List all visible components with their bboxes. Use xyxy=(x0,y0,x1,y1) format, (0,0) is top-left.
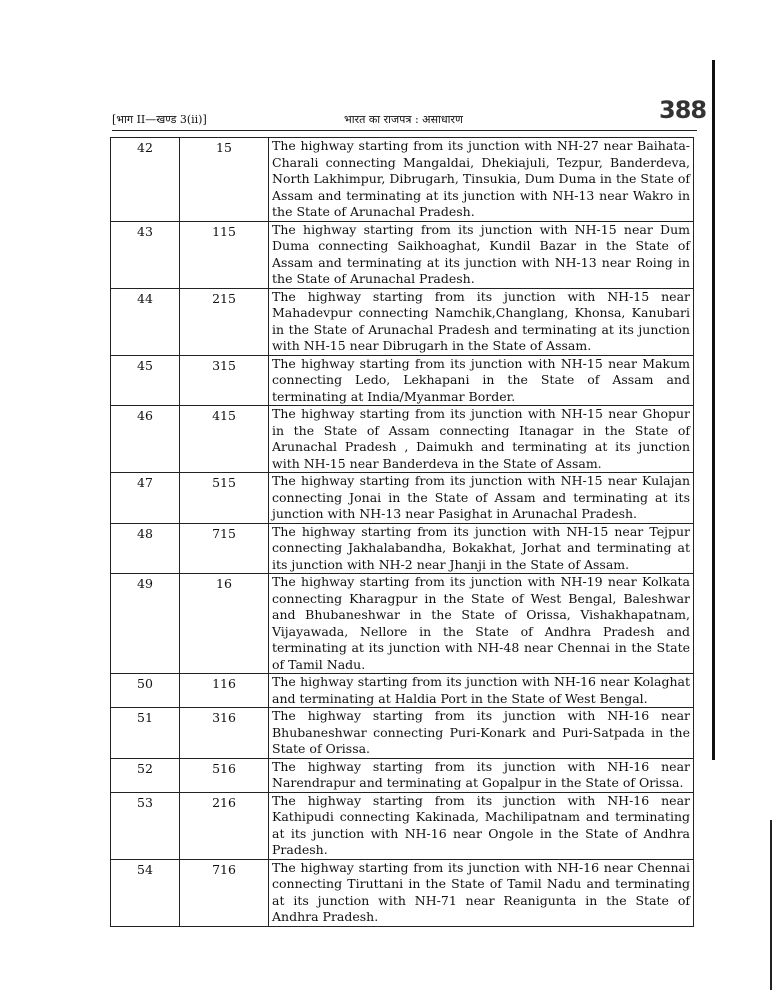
highway-description: The highway starting from its junction with NH-16 near Narendrapur and terminating at Gopalpur in the State of Orissa. xyxy=(269,758,694,792)
table-row xyxy=(111,859,694,926)
highway-table xyxy=(110,137,694,927)
page-number: 388 xyxy=(659,96,707,124)
scan-edge-line xyxy=(712,60,715,760)
highway-number: 315 xyxy=(180,355,269,406)
highway-number: 115 xyxy=(180,221,269,288)
table-row xyxy=(111,523,694,574)
highway-description: The highway starting from its junction with NH-16 near Bhubaneshwar connecting Puri-Konark and Puri-Satpada in the State of Orissa. xyxy=(269,708,694,759)
serial-number: 42 xyxy=(111,138,180,222)
serial-number: 43 xyxy=(111,221,180,288)
serial-number: 52 xyxy=(111,758,180,792)
table-row xyxy=(111,138,694,222)
table-row xyxy=(111,406,694,473)
serial-number: 44 xyxy=(111,288,180,355)
table-row xyxy=(111,355,694,406)
highway-number: 16 xyxy=(180,574,269,674)
highway-description: The highway starting from its junction with NH-15 near Makum connecting Ledo, Lekhapani in the State of Assam and terminating at India/Myanmar Border. xyxy=(269,355,694,406)
highway-description: The highway starting from its junction with NH-27 near Baihata-Charali connecting Mangaldai, Dhekiajuli, Tezpur, Banderdeva, North Lakhimpur, Dibrugarh, Tinsukia, Dum Duma in the State of Assam and terminating at its junction with NH-13 near Wakro in the State of Arunachal Pradesh. xyxy=(269,138,694,222)
highway-number: 116 xyxy=(180,674,269,708)
table-row xyxy=(111,792,694,859)
header-rule xyxy=(112,130,697,131)
gazette-title: भारत का राजपत्र : असाधारण xyxy=(344,113,463,126)
highway-number: 316 xyxy=(180,708,269,759)
highway-number: 415 xyxy=(180,406,269,473)
highway-number: 516 xyxy=(180,758,269,792)
highway-description: The highway starting from its junction with NH-15 near Mahadevpur connecting Namchik,Changlang, Khonsa, Kanubari in the State of Arunachal Pradesh and terminating at its junction with NH-15 near Dibrugarh in the State of Assam. xyxy=(269,288,694,355)
part-label: [भाग II—खण्ड 3(ii)] xyxy=(112,113,207,126)
serial-number: 47 xyxy=(111,473,180,524)
serial-number: 50 xyxy=(111,674,180,708)
highway-description: The highway starting from its junction with NH-15 near Kulajan connecting Jonai in the State of Assam and terminating at its junction with NH-13 near Pasighat in Arunachal Pradesh. xyxy=(269,473,694,524)
table-row xyxy=(111,674,694,708)
scan-edge-line-lower xyxy=(770,820,772,990)
highway-description: The highway starting from its junction with NH-16 near Kolaghat and terminating at Haldia Port in the State of West Bengal. xyxy=(269,674,694,708)
highway-description: The highway starting from its junction with NH-16 near Kathipudi connecting Kakinada, Machilipatnam and terminating at its junction with NH-16 near Ongole in the State of Andhra Pradesh. xyxy=(269,792,694,859)
highway-number: 215 xyxy=(180,288,269,355)
serial-number: 46 xyxy=(111,406,180,473)
serial-number: 53 xyxy=(111,792,180,859)
table-row xyxy=(111,473,694,524)
highway-description: The highway starting from its junction with NH-16 near Chennai connecting Tiruttani in the State of Tamil Nadu and terminating at its junction with NH-71 near Reanigunta in the State of Andhra Pradesh. xyxy=(269,859,694,926)
table-row xyxy=(111,221,694,288)
highway-description: The highway starting from its junction with NH-19 near Kolkata connecting Kharagpur in the State of West Bengal, Baleshwar and Bhubaneshwar in the State of Orissa, Vishakhapatnam, Vijayawada, Nellore in the State of Andhra Pradesh and terminating at its junction with NH-48 near Chennai in the State of Tamil Nadu. xyxy=(269,574,694,674)
highway-number: 515 xyxy=(180,473,269,524)
serial-number: 45 xyxy=(111,355,180,406)
table-row xyxy=(111,574,694,674)
highway-description: The highway starting from its junction with NH-15 near Dum Duma connecting Saikhoaghat, Kundil Bazar in the State of Assam and terminating at its junction with NH-13 near Roing in the State of Arunachal Pradesh. xyxy=(269,221,694,288)
serial-number: 54 xyxy=(111,859,180,926)
serial-number: 51 xyxy=(111,708,180,759)
highway-number: 216 xyxy=(180,792,269,859)
serial-number: 49 xyxy=(111,574,180,674)
table-row xyxy=(111,708,694,759)
highway-number: 715 xyxy=(180,523,269,574)
page-header xyxy=(112,96,712,128)
highway-description: The highway starting from its junction with NH-15 near Ghopur in the State of Assam connecting Itanagar in the State of Arunachal Pradesh , Daimukh and terminating at its junction with NH-15 near Banderdeva in the State of Assam. xyxy=(269,406,694,473)
table-row xyxy=(111,758,694,792)
table-row xyxy=(111,288,694,355)
highway-number: 716 xyxy=(180,859,269,926)
highway-number: 15 xyxy=(180,138,269,222)
serial-number: 48 xyxy=(111,523,180,574)
highway-description: The highway starting from its junction with NH-15 near Tejpur connecting Jakhalabandha, Bokakhat, Jorhat and terminating at its junction with NH-2 near Jhanji in the State of Assam. xyxy=(269,523,694,574)
